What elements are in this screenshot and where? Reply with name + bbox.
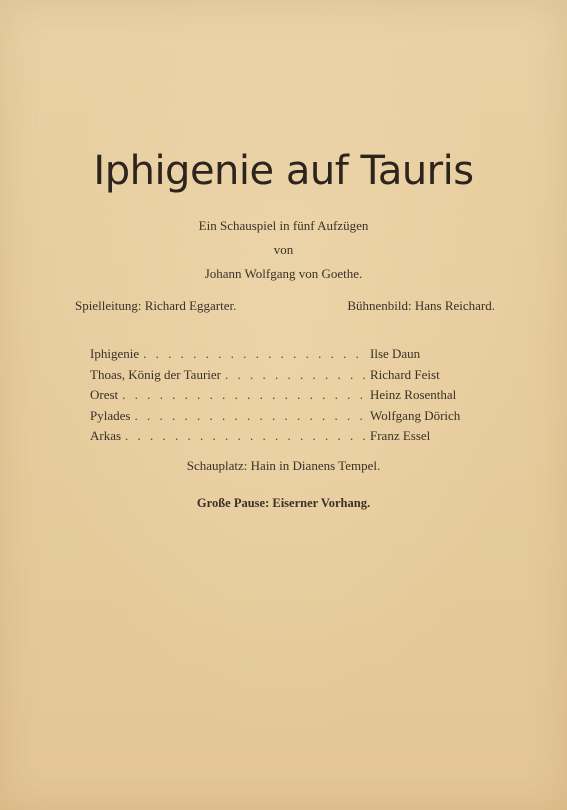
leader-dots <box>225 367 366 383</box>
cast-row <box>90 346 470 367</box>
cast-role: Orest <box>90 387 119 402</box>
cast-role: Thoas, König der Taurier <box>90 366 221 382</box>
leader-dots <box>134 408 366 424</box>
cast-row <box>90 408 470 429</box>
director-credit: Spielleitung: Richard Eggarter. <box>75 298 237 313</box>
stage-design-credit: Bühnenbild: Hans Reichard. <box>347 298 495 313</box>
cast-row <box>90 367 470 388</box>
credits-row <box>75 298 495 314</box>
cast-actor: Richard Feist <box>370 366 440 382</box>
cast-role: Pylades <box>90 407 131 423</box>
cast-actor: Franz Essel <box>370 428 431 443</box>
cast-list <box>90 346 470 449</box>
intermission-note: Große Pause: Eiserner Vorhang. <box>196 496 371 510</box>
leader-dots <box>143 346 366 362</box>
setting-line: Schauplatz: Hain in Dianens Tempel. <box>186 458 381 473</box>
play-title: Iphigenie auf Tauris <box>93 148 474 194</box>
by-line: von <box>273 242 294 257</box>
leader-dots <box>122 387 366 403</box>
cast-row <box>90 387 470 408</box>
author-name: Johann Wolfgang von Goethe. <box>204 266 363 281</box>
cast-role: Iphigenie <box>90 346 140 361</box>
play-subtitle: Ein Schauspiel in fünf Aufzügen <box>198 218 369 233</box>
cast-row <box>90 428 470 449</box>
cast-actor: Ilse Daun <box>370 346 421 361</box>
leader-dots <box>125 428 366 444</box>
cast-role: Arkas <box>90 428 122 443</box>
cast-actor: Heinz Rosenthal <box>370 387 457 402</box>
cast-actor: Wolfgang Dörich <box>370 407 461 423</box>
